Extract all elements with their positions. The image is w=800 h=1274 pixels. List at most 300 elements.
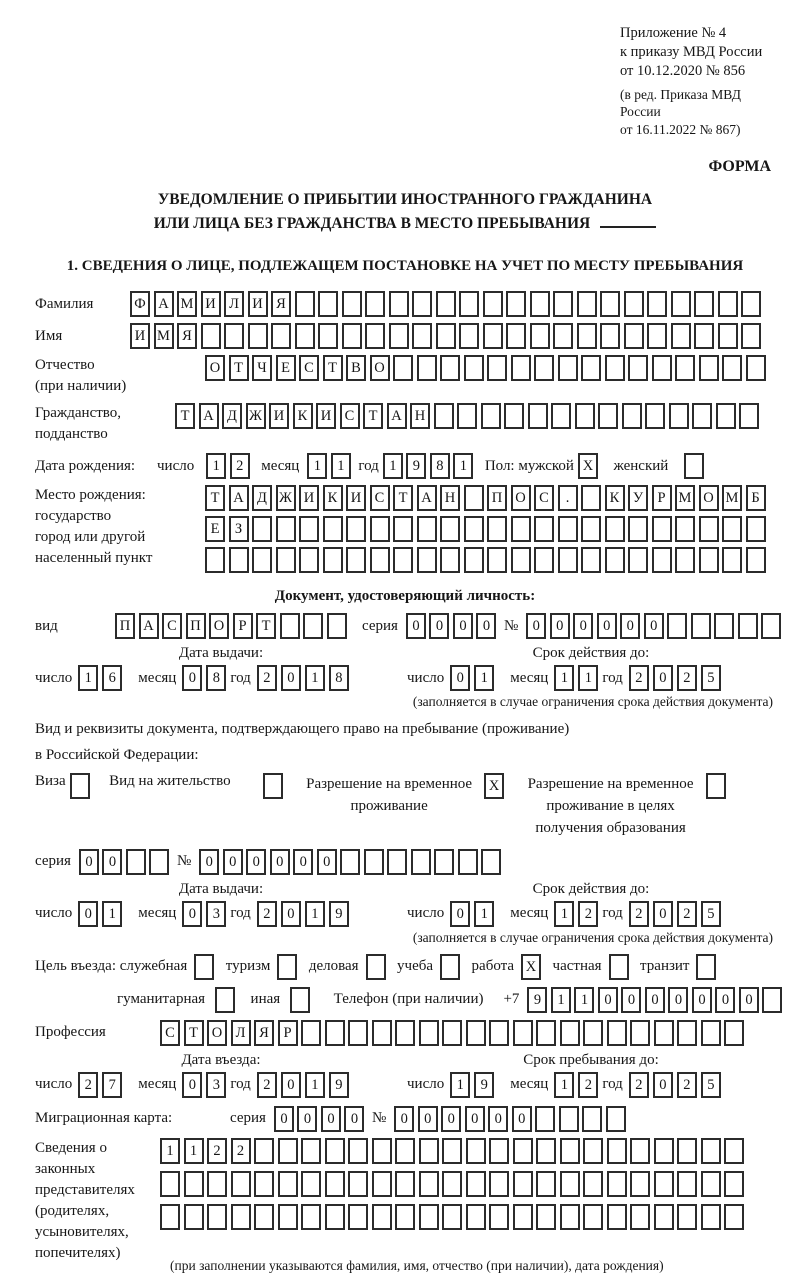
char-cell[interactable] [442, 1204, 462, 1230]
char-cell[interactable]: 0 [550, 613, 570, 639]
char-cell[interactable] [701, 1204, 721, 1230]
char-cell[interactable] [630, 1204, 650, 1230]
char-cell[interactable] [560, 1171, 580, 1197]
char-cell[interactable]: Т [205, 485, 225, 511]
char-cell[interactable] [231, 1204, 251, 1230]
char-cell[interactable]: 0 [450, 901, 470, 927]
char-cell[interactable] [215, 987, 235, 1013]
char-cell[interactable] [440, 954, 460, 980]
char-cell[interactable] [295, 323, 315, 349]
char-cell[interactable]: 0 [653, 1072, 673, 1098]
char-cell[interactable]: И [201, 291, 221, 317]
char-cell[interactable] [652, 516, 672, 542]
char-cell[interactable]: 2 [677, 1072, 697, 1098]
char-cell[interactable]: 0 [597, 613, 617, 639]
char-cell[interactable]: 6 [102, 665, 122, 691]
char-cell[interactable] [741, 291, 761, 317]
char-cell[interactable] [699, 516, 719, 542]
char-cell[interactable] [160, 1171, 180, 1197]
char-cell[interactable]: Ж [276, 485, 296, 511]
char-cell[interactable]: 0 [321, 1106, 341, 1132]
char-cell[interactable]: 0 [620, 613, 640, 639]
char-cell[interactable] [577, 323, 597, 349]
char-cell[interactable] [201, 323, 221, 349]
char-cell[interactable]: 3 [206, 901, 226, 927]
char-cell[interactable] [440, 516, 460, 542]
char-cell[interactable] [628, 547, 648, 573]
char-cell[interactable]: 1 [474, 665, 494, 691]
char-cell[interactable] [489, 1171, 509, 1197]
char-cell[interactable] [530, 323, 550, 349]
char-cell[interactable]: 0 [394, 1106, 414, 1132]
char-cell[interactable] [126, 849, 146, 875]
char-cell[interactable] [224, 323, 244, 349]
char-cell[interactable] [534, 355, 554, 381]
char-cell[interactable] [696, 954, 716, 980]
char-cell[interactable] [290, 987, 310, 1013]
char-cell[interactable]: 0 [653, 901, 673, 927]
char-cell[interactable] [536, 1171, 556, 1197]
char-cell[interactable]: М [177, 291, 197, 317]
char-cell[interactable] [581, 485, 601, 511]
char-cell[interactable] [607, 1138, 627, 1164]
char-cell[interactable] [581, 516, 601, 542]
char-cell[interactable]: С [370, 485, 390, 511]
char-cell[interactable] [393, 516, 413, 542]
char-cell[interactable]: И [299, 485, 319, 511]
char-cell[interactable]: 0 [406, 613, 426, 639]
char-cell[interactable]: Я [271, 291, 291, 317]
char-cell[interactable]: Т [184, 1020, 204, 1046]
char-cell[interactable] [207, 1171, 227, 1197]
char-cell[interactable]: С [340, 403, 360, 429]
char-cell[interactable] [299, 547, 319, 573]
char-cell[interactable] [299, 516, 319, 542]
char-cell[interactable] [464, 516, 484, 542]
char-cell[interactable] [536, 1138, 556, 1164]
char-cell[interactable]: 0 [199, 849, 219, 875]
char-cell[interactable]: 0 [441, 1106, 461, 1132]
char-cell[interactable] [513, 1020, 533, 1046]
char-cell[interactable] [605, 355, 625, 381]
char-cell[interactable] [231, 1171, 251, 1197]
char-cell[interactable] [716, 403, 736, 429]
char-cell[interactable] [464, 355, 484, 381]
char-cell[interactable] [583, 1020, 603, 1046]
char-cell[interactable] [318, 323, 338, 349]
char-cell[interactable]: Т [229, 355, 249, 381]
char-cell[interactable] [271, 323, 291, 349]
char-cell[interactable]: 0 [223, 849, 243, 875]
char-cell[interactable]: А [229, 485, 249, 511]
char-cell[interactable] [511, 547, 531, 573]
char-cell[interactable] [577, 291, 597, 317]
char-cell[interactable] [551, 403, 571, 429]
char-cell[interactable] [263, 773, 283, 799]
char-cell[interactable] [366, 954, 386, 980]
char-cell[interactable] [701, 1020, 721, 1046]
char-cell[interactable] [605, 547, 625, 573]
char-cell[interactable]: О [699, 485, 719, 511]
char-cell[interactable] [464, 547, 484, 573]
char-cell[interactable]: Я [177, 323, 197, 349]
char-cell[interactable] [325, 1204, 345, 1230]
char-cell[interactable] [583, 1171, 603, 1197]
char-cell[interactable] [724, 1020, 744, 1046]
char-cell[interactable] [609, 954, 629, 980]
char-cell[interactable]: 2 [677, 901, 697, 927]
char-cell[interactable] [513, 1204, 533, 1230]
char-cell[interactable]: П [115, 613, 135, 639]
char-cell[interactable]: О [205, 355, 225, 381]
char-cell[interactable]: И [316, 403, 336, 429]
char-cell[interactable] [387, 849, 407, 875]
char-cell[interactable]: Е [276, 355, 296, 381]
char-cell[interactable] [278, 1204, 298, 1230]
char-cell[interactable]: 2 [78, 1072, 98, 1098]
char-cell[interactable]: 1 [78, 665, 98, 691]
char-cell[interactable] [560, 1020, 580, 1046]
char-cell[interactable] [624, 291, 644, 317]
char-cell[interactable]: Н [410, 403, 430, 429]
char-cell[interactable] [489, 1020, 509, 1046]
char-cell[interactable] [558, 547, 578, 573]
char-cell[interactable]: 8 [430, 453, 450, 479]
char-cell[interactable] [647, 291, 667, 317]
char-cell[interactable] [278, 1138, 298, 1164]
char-cell[interactable]: 0 [488, 1106, 508, 1132]
char-cell[interactable]: Я [254, 1020, 274, 1046]
char-cell[interactable]: Р [233, 613, 253, 639]
char-cell[interactable] [372, 1171, 392, 1197]
char-cell[interactable] [513, 1171, 533, 1197]
char-cell[interactable]: 0 [297, 1106, 317, 1132]
char-cell[interactable] [607, 1204, 627, 1230]
char-cell[interactable] [248, 323, 268, 349]
char-cell[interactable]: 0 [182, 1072, 202, 1098]
char-cell[interactable]: 0 [317, 849, 337, 875]
char-cell[interactable] [393, 355, 413, 381]
char-cell[interactable] [487, 547, 507, 573]
char-cell[interactable]: 0 [182, 665, 202, 691]
char-cell[interactable] [205, 547, 225, 573]
char-cell[interactable] [419, 1138, 439, 1164]
char-cell[interactable]: О [209, 613, 229, 639]
char-cell[interactable] [628, 516, 648, 542]
char-cell[interactable] [694, 323, 714, 349]
char-cell[interactable] [605, 516, 625, 542]
char-cell[interactable] [340, 849, 360, 875]
char-cell[interactable]: 0 [598, 987, 618, 1013]
char-cell[interactable]: 1 [184, 1138, 204, 1164]
char-cell[interactable]: 1 [450, 1072, 470, 1098]
char-cell[interactable] [718, 291, 738, 317]
char-cell[interactable]: 0 [453, 613, 473, 639]
char-cell[interactable] [535, 1106, 555, 1132]
char-cell[interactable]: X [521, 954, 541, 980]
char-cell[interactable]: 9 [527, 987, 547, 1013]
char-cell[interactable] [276, 547, 296, 573]
char-cell[interactable]: И [130, 323, 150, 349]
char-cell[interactable] [536, 1020, 556, 1046]
char-cell[interactable] [600, 323, 620, 349]
char-cell[interactable] [440, 355, 460, 381]
char-cell[interactable]: Н [440, 485, 460, 511]
char-cell[interactable]: И [269, 403, 289, 429]
char-cell[interactable] [511, 355, 531, 381]
char-cell[interactable]: 0 [274, 1106, 294, 1132]
char-cell[interactable] [370, 547, 390, 573]
char-cell[interactable]: 5 [701, 665, 721, 691]
char-cell[interactable] [372, 1204, 392, 1230]
char-cell[interactable]: 3 [206, 1072, 226, 1098]
char-cell[interactable]: 2 [257, 1072, 277, 1098]
char-cell[interactable] [348, 1138, 368, 1164]
char-cell[interactable]: 0 [246, 849, 266, 875]
char-cell[interactable]: И [248, 291, 268, 317]
char-cell[interactable]: 1 [383, 453, 403, 479]
char-cell[interactable]: 2 [257, 901, 277, 927]
char-cell[interactable] [630, 1171, 650, 1197]
char-cell[interactable] [694, 291, 714, 317]
char-cell[interactable] [598, 403, 618, 429]
char-cell[interactable]: 1 [206, 453, 226, 479]
char-cell[interactable] [419, 1204, 439, 1230]
char-cell[interactable] [342, 323, 362, 349]
char-cell[interactable] [370, 516, 390, 542]
char-cell[interactable] [348, 1020, 368, 1046]
char-cell[interactable]: П [186, 613, 206, 639]
char-cell[interactable] [558, 516, 578, 542]
char-cell[interactable] [667, 613, 687, 639]
char-cell[interactable] [487, 516, 507, 542]
char-cell[interactable]: 1 [578, 665, 598, 691]
char-cell[interactable] [675, 547, 695, 573]
char-cell[interactable] [583, 1204, 603, 1230]
char-cell[interactable] [301, 1171, 321, 1197]
char-cell[interactable] [327, 613, 347, 639]
char-cell[interactable] [701, 1138, 721, 1164]
char-cell[interactable]: 1 [554, 901, 574, 927]
char-cell[interactable] [675, 516, 695, 542]
char-cell[interactable]: Д [252, 485, 272, 511]
char-cell[interactable] [395, 1020, 415, 1046]
char-cell[interactable] [528, 403, 548, 429]
char-cell[interactable] [365, 291, 385, 317]
char-cell[interactable] [417, 516, 437, 542]
char-cell[interactable] [393, 547, 413, 573]
char-cell[interactable] [511, 516, 531, 542]
char-cell[interactable]: 0 [281, 901, 301, 927]
char-cell[interactable] [252, 547, 272, 573]
char-cell[interactable] [581, 547, 601, 573]
char-cell[interactable] [395, 1138, 415, 1164]
char-cell[interactable]: 0 [526, 613, 546, 639]
char-cell[interactable] [560, 1204, 580, 1230]
char-cell[interactable] [365, 323, 385, 349]
char-cell[interactable] [652, 547, 672, 573]
char-cell[interactable] [483, 323, 503, 349]
char-cell[interactable] [654, 1138, 674, 1164]
char-cell[interactable]: З [229, 516, 249, 542]
char-cell[interactable]: 9 [474, 1072, 494, 1098]
char-cell[interactable] [553, 323, 573, 349]
char-cell[interactable] [762, 987, 782, 1013]
char-cell[interactable]: 0 [465, 1106, 485, 1132]
char-cell[interactable] [372, 1138, 392, 1164]
char-cell[interactable] [654, 1204, 674, 1230]
char-cell[interactable]: Ж [246, 403, 266, 429]
char-cell[interactable] [207, 1204, 227, 1230]
char-cell[interactable] [481, 849, 501, 875]
char-cell[interactable]: 8 [329, 665, 349, 691]
char-cell[interactable] [229, 547, 249, 573]
char-cell[interactable] [699, 547, 719, 573]
char-cell[interactable] [440, 547, 460, 573]
char-cell[interactable] [722, 516, 742, 542]
char-cell[interactable] [411, 849, 431, 875]
char-cell[interactable] [582, 1106, 602, 1132]
char-cell[interactable] [506, 291, 526, 317]
char-cell[interactable]: М [675, 485, 695, 511]
char-cell[interactable]: У [628, 485, 648, 511]
char-cell[interactable]: 1 [102, 901, 122, 927]
char-cell[interactable]: 8 [206, 665, 226, 691]
char-cell[interactable]: 0 [645, 987, 665, 1013]
char-cell[interactable] [466, 1171, 486, 1197]
char-cell[interactable]: 1 [160, 1138, 180, 1164]
char-cell[interactable] [675, 355, 695, 381]
char-cell[interactable]: К [293, 403, 313, 429]
char-cell[interactable]: X [484, 773, 504, 799]
char-cell[interactable] [412, 291, 432, 317]
char-cell[interactable] [741, 323, 761, 349]
char-cell[interactable] [395, 1204, 415, 1230]
char-cell[interactable]: М [154, 323, 174, 349]
char-cell[interactable]: Т [175, 403, 195, 429]
char-cell[interactable]: 0 [668, 987, 688, 1013]
char-cell[interactable] [364, 849, 384, 875]
char-cell[interactable]: 9 [329, 1072, 349, 1098]
char-cell[interactable]: 2 [231, 1138, 251, 1164]
char-cell[interactable] [434, 849, 454, 875]
char-cell[interactable] [560, 1138, 580, 1164]
char-cell[interactable] [624, 323, 644, 349]
char-cell[interactable] [652, 355, 672, 381]
char-cell[interactable] [607, 1020, 627, 1046]
char-cell[interactable]: 0 [429, 613, 449, 639]
char-cell[interactable]: 7 [102, 1072, 122, 1098]
char-cell[interactable] [746, 516, 766, 542]
char-cell[interactable] [504, 403, 524, 429]
char-cell[interactable]: 1 [331, 453, 351, 479]
char-cell[interactable] [436, 291, 456, 317]
char-cell[interactable] [677, 1171, 697, 1197]
char-cell[interactable]: 0 [102, 849, 122, 875]
char-cell[interactable]: 1 [307, 453, 327, 479]
char-cell[interactable] [706, 773, 726, 799]
char-cell[interactable] [318, 291, 338, 317]
char-cell[interactable] [254, 1204, 274, 1230]
char-cell[interactable]: 5 [701, 901, 721, 927]
char-cell[interactable] [278, 1171, 298, 1197]
char-cell[interactable]: Л [231, 1020, 251, 1046]
char-cell[interactable] [506, 323, 526, 349]
char-cell[interactable] [277, 954, 297, 980]
char-cell[interactable]: С [299, 355, 319, 381]
char-cell[interactable] [677, 1020, 697, 1046]
char-cell[interactable] [630, 1020, 650, 1046]
char-cell[interactable] [303, 613, 323, 639]
char-cell[interactable] [654, 1020, 674, 1046]
char-cell[interactable]: 2 [207, 1138, 227, 1164]
char-cell[interactable] [389, 291, 409, 317]
char-cell[interactable]: 0 [450, 665, 470, 691]
char-cell[interactable] [558, 355, 578, 381]
char-cell[interactable]: Т [393, 485, 413, 511]
char-cell[interactable] [276, 516, 296, 542]
char-cell[interactable]: 1 [551, 987, 571, 1013]
char-cell[interactable]: Д [222, 403, 242, 429]
char-cell[interactable] [583, 1138, 603, 1164]
char-cell[interactable]: А [199, 403, 219, 429]
char-cell[interactable]: А [387, 403, 407, 429]
char-cell[interactable]: 0 [692, 987, 712, 1013]
char-cell[interactable]: 0 [281, 665, 301, 691]
char-cell[interactable] [325, 1020, 345, 1046]
char-cell[interactable]: А [139, 613, 159, 639]
char-cell[interactable]: 0 [270, 849, 290, 875]
char-cell[interactable] [417, 355, 437, 381]
char-cell[interactable] [442, 1138, 462, 1164]
char-cell[interactable] [761, 613, 781, 639]
char-cell[interactable]: 9 [329, 901, 349, 927]
char-cell[interactable] [489, 1138, 509, 1164]
char-cell[interactable]: Р [278, 1020, 298, 1046]
char-cell[interactable] [395, 1171, 415, 1197]
char-cell[interactable] [724, 1138, 744, 1164]
char-cell[interactable] [434, 403, 454, 429]
char-cell[interactable]: 5 [701, 1072, 721, 1098]
char-cell[interactable] [600, 291, 620, 317]
char-cell[interactable] [746, 547, 766, 573]
char-cell[interactable] [252, 516, 272, 542]
char-cell[interactable] [419, 1171, 439, 1197]
char-cell[interactable] [372, 1020, 392, 1046]
char-cell[interactable] [342, 291, 362, 317]
char-cell[interactable]: С [162, 613, 182, 639]
char-cell[interactable] [325, 1171, 345, 1197]
char-cell[interactable] [746, 355, 766, 381]
char-cell[interactable]: К [605, 485, 625, 511]
char-cell[interactable]: 0 [182, 901, 202, 927]
char-cell[interactable] [738, 613, 758, 639]
char-cell[interactable] [677, 1138, 697, 1164]
char-cell[interactable] [184, 1171, 204, 1197]
char-cell[interactable] [301, 1020, 321, 1046]
char-cell[interactable] [530, 291, 550, 317]
char-cell[interactable]: 0 [79, 849, 99, 875]
char-cell[interactable] [722, 355, 742, 381]
char-cell[interactable] [534, 547, 554, 573]
char-cell[interactable]: С [160, 1020, 180, 1046]
char-cell[interactable]: 1 [453, 453, 473, 479]
char-cell[interactable]: 1 [554, 665, 574, 691]
char-cell[interactable] [323, 516, 343, 542]
char-cell[interactable]: 0 [715, 987, 735, 1013]
char-cell[interactable]: 2 [629, 1072, 649, 1098]
char-cell[interactable]: 1 [554, 1072, 574, 1098]
